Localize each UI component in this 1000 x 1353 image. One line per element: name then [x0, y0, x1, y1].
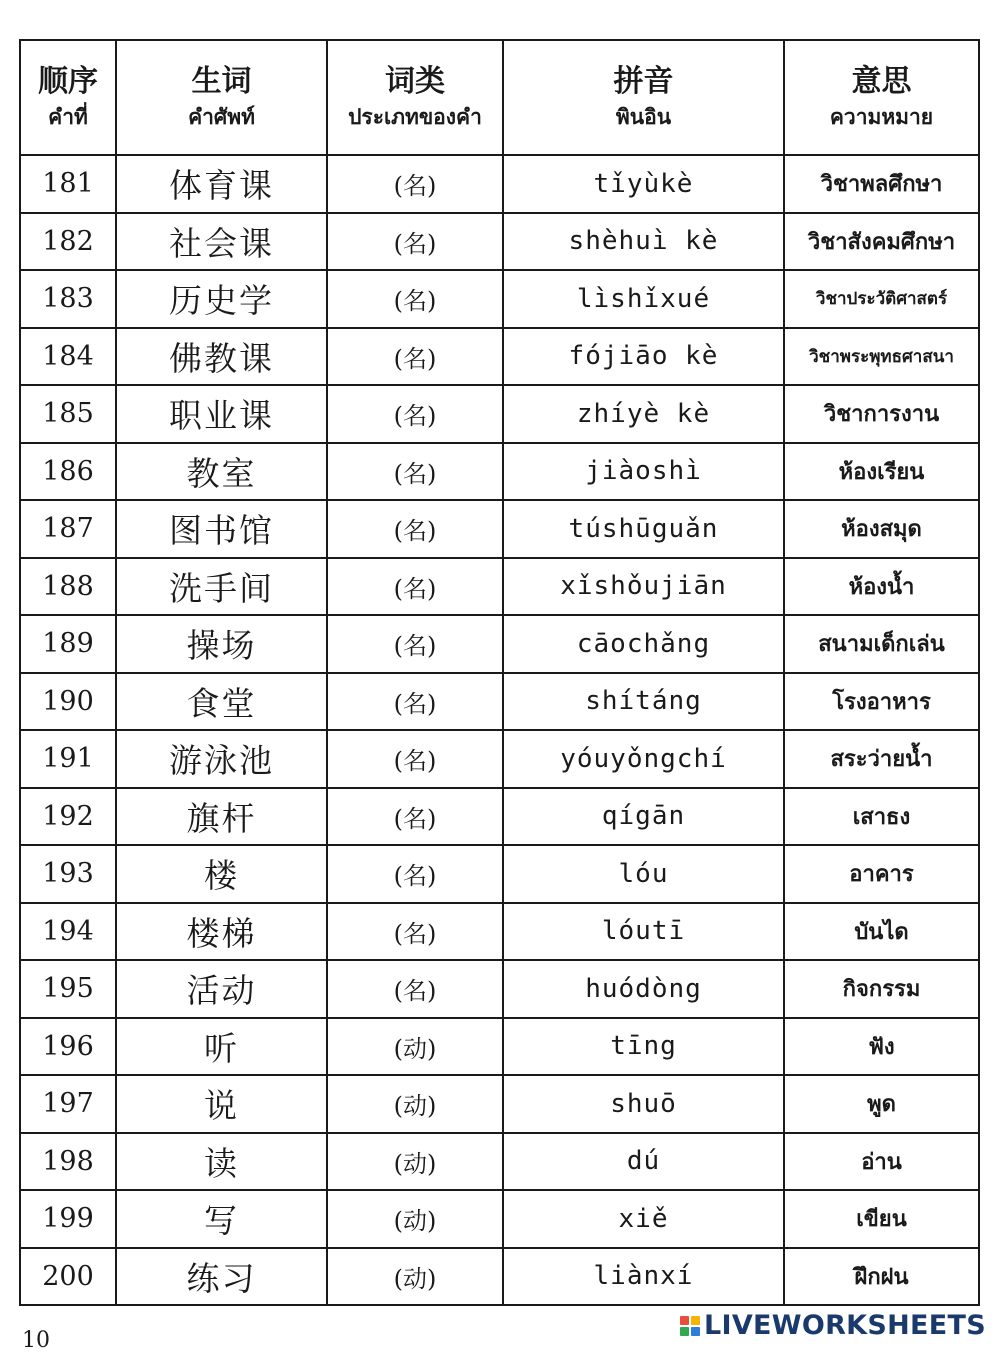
thai-meaning-cell: ห้องน้ำ	[784, 558, 979, 616]
part-of-speech-cell: (名)	[327, 615, 503, 673]
chinese-word-cell: 教室	[116, 443, 327, 501]
table-row	[20, 213, 979, 271]
thai-meaning-cell: อาคาร	[784, 845, 979, 903]
header-pos-th: ประเภทของคำ	[348, 104, 482, 129]
thai-meaning-cell: สระว่ายน้ำ	[784, 730, 979, 788]
table-row	[20, 673, 979, 731]
pinyin-cell: lóutī	[503, 903, 784, 961]
liveworksheets-brand	[680, 1310, 986, 1341]
pinyin-cell: shèhuì kè	[503, 213, 784, 271]
part-of-speech-cell: (动)	[327, 1075, 503, 1133]
chinese-word-cell: 操场	[116, 615, 327, 673]
part-of-speech-cell: (名)	[327, 443, 503, 501]
chinese-word-cell: 体育课	[116, 155, 327, 213]
header-part-of-speech	[327, 40, 503, 155]
chinese-word-cell: 读	[116, 1133, 327, 1191]
row-number-cell: 191	[20, 730, 116, 788]
row-number-cell: 198	[20, 1133, 116, 1191]
thai-meaning-cell: กิจกรรม	[784, 960, 979, 1018]
pinyin-cell: tīng	[503, 1018, 784, 1076]
pinyin-cell: xǐshǒujiān	[503, 558, 784, 616]
row-number-cell: 200	[20, 1248, 116, 1306]
page-number: 10	[22, 1328, 50, 1353]
part-of-speech-cell: (名)	[327, 673, 503, 731]
brand-text: LIVEWORKSHEETS	[703, 1310, 986, 1341]
header-order-zh: 顺序	[38, 63, 98, 99]
thai-meaning-cell: วิชาพระพุทธศาสนา	[784, 328, 979, 386]
chinese-word-cell: 写	[116, 1190, 327, 1248]
pinyin-cell: cāochǎng	[503, 615, 784, 673]
header-order-th: คำที่	[48, 104, 88, 129]
chinese-word-cell: 食堂	[116, 673, 327, 731]
table-row	[20, 500, 979, 558]
chinese-word-cell: 说	[116, 1075, 327, 1133]
table-row	[20, 845, 979, 903]
row-number-cell: 185	[20, 385, 116, 443]
thai-meaning-cell: วิชาการงาน	[784, 385, 979, 443]
part-of-speech-cell: (名)	[327, 558, 503, 616]
pinyin-cell: liànxí	[503, 1248, 784, 1306]
part-of-speech-cell: (动)	[327, 1133, 503, 1191]
chinese-word-cell: 楼	[116, 845, 327, 903]
row-number-cell: 190	[20, 673, 116, 731]
table-row	[20, 960, 979, 1018]
header-pinyin	[503, 40, 784, 155]
table-row	[20, 730, 979, 788]
pinyin-cell: shuō	[503, 1075, 784, 1133]
row-number-cell: 194	[20, 903, 116, 961]
vocabulary-table	[19, 39, 980, 1306]
part-of-speech-cell: (动)	[327, 1018, 503, 1076]
chinese-word-cell: 图书馆	[116, 500, 327, 558]
pinyin-cell: yóuyǒngchí	[503, 730, 784, 788]
row-number-cell: 183	[20, 270, 116, 328]
thai-meaning-cell: วิชาประวัติศาสตร์	[784, 270, 979, 328]
header-meaning-th: ความหมาย	[829, 104, 934, 129]
chinese-word-cell: 洗手间	[116, 558, 327, 616]
thai-meaning-cell: โรงอาหาร	[784, 673, 979, 731]
part-of-speech-cell: (名)	[327, 960, 503, 1018]
part-of-speech-cell: (名)	[327, 328, 503, 386]
table-row	[20, 1075, 979, 1133]
header-meaning	[784, 40, 979, 155]
pinyin-cell: huódòng	[503, 960, 784, 1018]
thai-meaning-cell: วิชาสังคมศึกษา	[784, 213, 979, 271]
row-number-cell: 188	[20, 558, 116, 616]
thai-meaning-cell: บันได	[784, 903, 979, 961]
part-of-speech-cell: (名)	[327, 903, 503, 961]
row-number-cell: 197	[20, 1075, 116, 1133]
pinyin-cell: shítáng	[503, 673, 784, 731]
part-of-speech-cell: (名)	[327, 385, 503, 443]
chinese-word-cell: 游泳池	[116, 730, 327, 788]
row-number-cell: 189	[20, 615, 116, 673]
row-number-cell: 187	[20, 500, 116, 558]
part-of-speech-cell: (名)	[327, 213, 503, 271]
table-row	[20, 1133, 979, 1191]
row-number-cell: 182	[20, 213, 116, 271]
header-word-th: คำศัพท์	[188, 104, 255, 129]
thai-meaning-cell: สนามเด็กเล่น	[784, 615, 979, 673]
part-of-speech-cell: (名)	[327, 270, 503, 328]
pinyin-cell: lìshǐxué	[503, 270, 784, 328]
row-number-cell: 196	[20, 1018, 116, 1076]
part-of-speech-cell: (名)	[327, 155, 503, 213]
table-row	[20, 328, 979, 386]
pinyin-cell: xiě	[503, 1190, 784, 1248]
pinyin-cell: túshūguǎn	[503, 500, 784, 558]
pinyin-cell: lóu	[503, 845, 784, 903]
header-pinyin-th: พินอิน	[615, 104, 672, 129]
thai-meaning-cell: ฝึกฝน	[784, 1248, 979, 1306]
table-row	[20, 385, 979, 443]
header-word	[116, 40, 327, 155]
chinese-word-cell: 社会课	[116, 213, 327, 271]
thai-meaning-cell: ห้องเรียน	[784, 443, 979, 501]
chinese-word-cell: 佛教课	[116, 328, 327, 386]
chinese-word-cell: 旗杆	[116, 788, 327, 846]
part-of-speech-cell: (名)	[327, 845, 503, 903]
thai-meaning-cell: พูด	[784, 1075, 979, 1133]
table-row	[20, 903, 979, 961]
table-row	[20, 558, 979, 616]
chinese-word-cell: 职业课	[116, 385, 327, 443]
row-number-cell: 193	[20, 845, 116, 903]
header-order	[20, 40, 116, 155]
pinyin-cell: qígān	[503, 788, 784, 846]
part-of-speech-cell: (名)	[327, 500, 503, 558]
header-pos-zh: 词类	[385, 63, 445, 99]
header-row	[20, 40, 979, 155]
part-of-speech-cell: (动)	[327, 1248, 503, 1306]
pinyin-cell: zhíyè kè	[503, 385, 784, 443]
row-number-cell: 184	[20, 328, 116, 386]
row-number-cell: 195	[20, 960, 116, 1018]
liveworksheets-logo-icon	[680, 1316, 700, 1336]
table-row	[20, 270, 979, 328]
row-number-cell: 192	[20, 788, 116, 846]
pinyin-cell: tǐyùkè	[503, 155, 784, 213]
thai-meaning-cell: เสาธง	[784, 788, 979, 846]
pinyin-cell: jiàoshì	[503, 443, 784, 501]
thai-meaning-cell: วิชาพลศึกษา	[784, 155, 979, 213]
chinese-word-cell: 听	[116, 1018, 327, 1076]
header-meaning-zh: 意思	[851, 63, 912, 99]
thai-meaning-cell: เขียน	[784, 1190, 979, 1248]
table-row	[20, 1190, 979, 1248]
chinese-word-cell: 活动	[116, 960, 327, 1018]
pinyin-cell: dú	[503, 1133, 784, 1191]
table-row	[20, 155, 979, 213]
row-number-cell: 181	[20, 155, 116, 213]
part-of-speech-cell: (名)	[327, 788, 503, 846]
header-pinyin-zh: 拼音	[613, 63, 674, 99]
thai-meaning-cell: อ่าน	[784, 1133, 979, 1191]
row-number-cell: 186	[20, 443, 116, 501]
pinyin-cell: fójiāo kè	[503, 328, 784, 386]
thai-meaning-cell: ฟัง	[784, 1018, 979, 1076]
chinese-word-cell: 历史学	[116, 270, 327, 328]
table-row	[20, 443, 979, 501]
chinese-word-cell: 练习	[116, 1248, 327, 1306]
row-number-cell: 199	[20, 1190, 116, 1248]
thai-meaning-cell: ห้องสมุด	[784, 500, 979, 558]
header-word-zh: 生词	[191, 63, 252, 99]
table-row	[20, 1018, 979, 1076]
chinese-word-cell: 楼梯	[116, 903, 327, 961]
part-of-speech-cell: (名)	[327, 730, 503, 788]
table-row	[20, 1248, 979, 1306]
table-row	[20, 788, 979, 846]
table-row	[20, 615, 979, 673]
part-of-speech-cell: (动)	[327, 1190, 503, 1248]
